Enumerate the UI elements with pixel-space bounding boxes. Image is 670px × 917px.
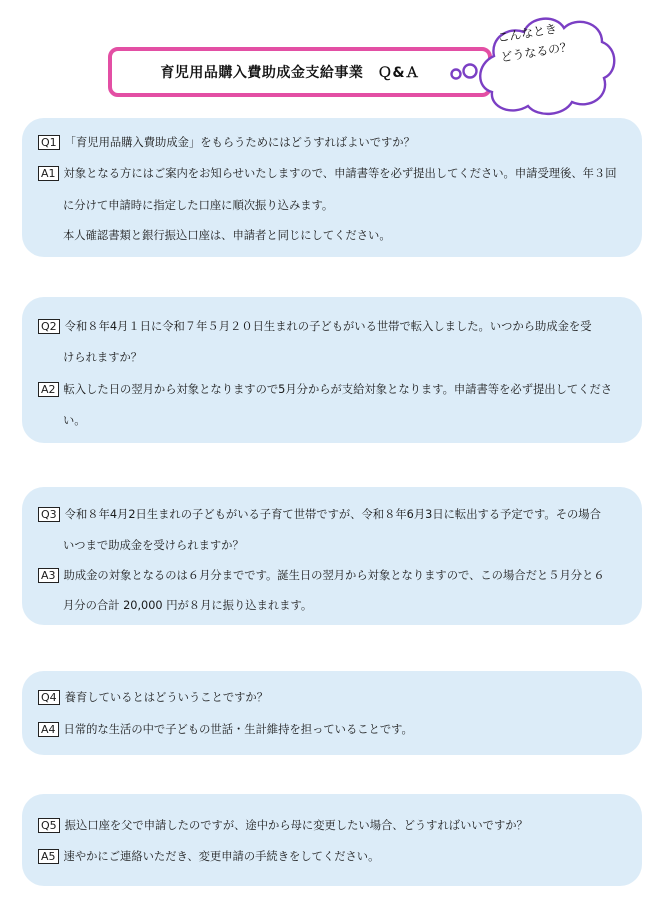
answer-text: 助成金の対象となるのは６月分までです。誕生日の翌月から対象となりますので、この場合だと５月分と６ (63, 569, 605, 582)
answer-text: 転入した日の翌月から対象となりますので5月分からが支給対象となります。申請書等を必ず提出してくださ (63, 383, 613, 396)
question-text: 「育児用品購入費助成金」をもらうためにはどうすればよいですか？ (64, 136, 415, 149)
qa-card-2 (22, 297, 642, 443)
answer-text-continued: 本人確認書類と銀行振込口座は、申請者と同じにしてください。 (63, 229, 391, 242)
question-tag: Q5 (38, 818, 60, 833)
answer-tag: A5 (38, 849, 59, 864)
answer-3 (38, 568, 630, 584)
qa-card-4 (22, 671, 642, 755)
question-text: 令和８年4月2日生まれの子どもがいる子育て世帯ですが、令和８年6月3日に転出する予定です。その場合 (64, 508, 601, 521)
page-title: 育児用品購入費助成金支給事業 Ｑ&Ａ (160, 65, 420, 81)
answer-tag: A2 (38, 382, 59, 397)
qa-card-1 (22, 118, 642, 257)
question-4 (38, 690, 630, 706)
answer-2 (38, 382, 630, 398)
question-3 (38, 507, 630, 523)
qa-card-3 (22, 487, 642, 625)
question-5 (38, 818, 630, 834)
answer-text: 速やかにご連絡いただき、変更申請の手続きをしてください。 (63, 850, 380, 863)
question-tag: Q4 (38, 690, 60, 705)
answer-5 (38, 849, 630, 865)
title-box (108, 47, 492, 97)
qa-card-5 (22, 794, 642, 886)
bubble-line-2: どうなるの？ (499, 39, 573, 65)
question-text: 令和８年4月１日に令和７年５月２０日生まれの子どもがいる世帯で転入しました。いつから助成金を受 (64, 320, 592, 333)
answer-tag: A3 (38, 568, 59, 583)
question-text-continued: けられますか？ (63, 351, 143, 364)
answer-text-continued: に分けて申請時に指定した口座に順次振り込みます。 (63, 199, 334, 212)
answer-1 (38, 166, 630, 182)
question-text-continued: いつまで助成金を受けられますか？ (63, 539, 244, 552)
question-1 (38, 135, 630, 151)
answer-text: 対象となる方にはご案内をお知らせいたしますので、申請書等を必ず提出してください。申請受理後、年３回 (63, 167, 617, 180)
answer-tag: A4 (38, 722, 59, 737)
answer-text-continued: い。 (63, 414, 86, 427)
question-tag: Q2 (38, 319, 60, 334)
question-2 (38, 319, 630, 335)
answer-4 (38, 722, 630, 738)
question-tag: Q1 (38, 135, 60, 150)
answer-text: 日常的な生活の中で子どもの世話・生計維持を担っていることです。 (63, 723, 413, 736)
bubble-line-1: こんなとき (496, 21, 558, 45)
answer-text-continued: 月分の合計 20,000 円が８月に振り込まれます。 (63, 599, 313, 612)
question-text: 養育しているとはどういうことですか？ (64, 691, 269, 704)
question-text: 振込口座を父で申請したのですが、途中から母に変更したい場合、どうすればいいですか？ (64, 819, 528, 832)
question-tag: Q3 (38, 507, 60, 522)
answer-tag: A1 (38, 166, 59, 181)
